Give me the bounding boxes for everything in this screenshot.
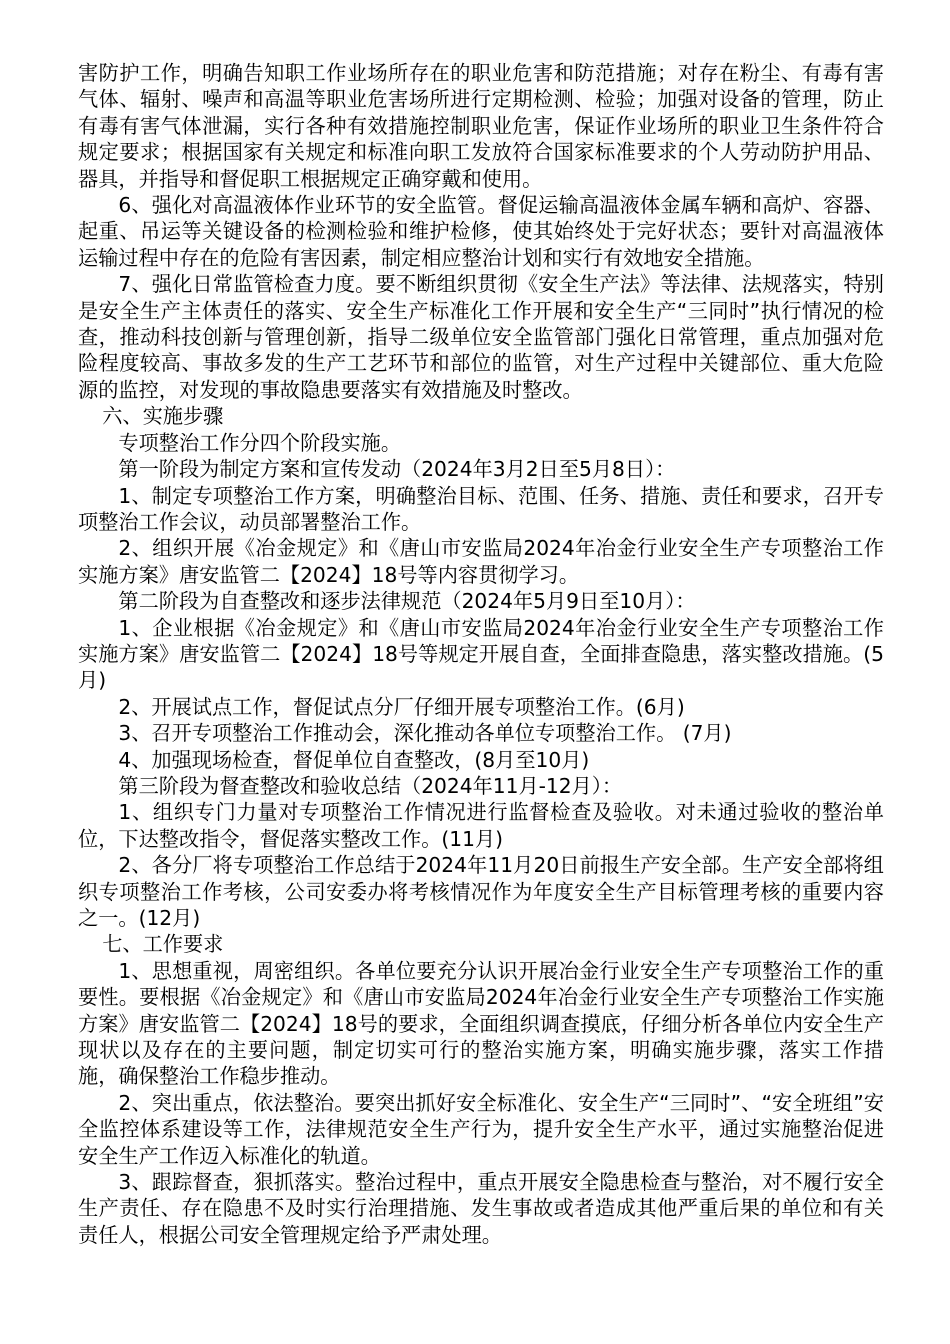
paragraph-occupational-protection: 害防护工作，明确告知职工作业场所存在的职业危害和防范措施；对存在粉尘、有毒有害气体、辐射、噪声和高温等职业危害场所进行定期检测、检验；加强对设备的管理，防止有毒有害气体泄漏，实行各种有效措施控制职业危害，保证作业场所的职业卫生条件符合规定要求；根据国家有关规定和标准向职工发放符合国家标准要求的个人劳动防护用品、器具，并指导和督促职工根据规定正确穿戴和使用。 — [78, 61, 884, 191]
paragraph-stage-2-item-4: 4、加强现场检查，督促单位自查整改，(8月至10月) — [118, 747, 590, 772]
paragraph-stage-1-item-1: 1、制定专项整治工作方案，明确整治目标、范围、任务、措施、责任和要求，召开专项整治工作会议，动员部署整治工作。 — [78, 483, 884, 534]
paragraph-requirement-1: 1、思想重视，周密组织。各单位要充分认识开展冶金行业安全生产专项整治工作的重要性。要根据《冶金规定》和《唐山市安监局2024年冶金行业安全生产专项整治工作实施方案》唐安监管二【2024】18号的要求，全面组织调查摸底，仔细分析各单位内安全生产现状以及存在的主要问题，制定切实可行的整治实施方案，明确实施步骤，落实工作措施，确保整治工作稳步推动。 — [78, 958, 884, 1089]
paragraph-four-stages: 专项整治工作分四个阶段实施。 — [118, 430, 402, 455]
paragraph-stage-2-item-1: 1、企业根据《冶金规定》和《唐山市安监局2024年冶金行业安全生产专项整治工作实施方案》唐安监管二【2024】18号等规定开展自查，全面排查隐患，落实整改措施。(5月) — [78, 615, 884, 693]
paragraph-stage-3-item-2: 2、各分厂将专项整治工作总结于2024年11月20日前报生产安全部。生产安全部将组织专项整治工作考核，公司安委办将考核情况作为年度安全生产目标管理考核的重要内容之一。(12月) — [78, 853, 884, 930]
paragraph-item-6: 6、强化对高温液体作业环节的安全监管。督促运输高温液体金属车辆和高炉、容器、起重、吊运等关键设备的检测检验和维护检修，使其始终处于完好状态；要针对高温液体运输过程中存在的危险有害因素，制定相应整治计划和实行有效地安全措施。 — [78, 193, 884, 270]
section-heading-implementation-steps: 六、实施步骤 — [102, 404, 224, 429]
paragraph-stage-3-item-1: 1、组织专门力量对专项整治工作情况进行监督检查及验收。对未通过验收的整治单位，下达整改指令，督促落实整改工作。(11月) — [78, 800, 884, 851]
paragraph-stage-1-item-2: 2、组织开展《冶金规定》和《唐山市安监局2024年冶金行业安全生产专项整治工作实施方案》唐安监管二【2024】18号等内容贯彻学习。 — [78, 536, 884, 587]
paragraph-requirement-3: 3、跟踪督查，狠抓落实。整治过程中，重点开展安全隐患检查与整治，对不履行安全生产责任、存在隐患不及时实行治理措施、发生事故或者造成其他严重后果的单位和有关责任人，根据公司安全管理规定给予严肃处理。 — [78, 1170, 884, 1247]
paragraph-stage-2: 第二阶段为自查整改和逐步法律规范（2024年5月9日至10月）： — [118, 589, 696, 614]
paragraph-requirement-2: 2、突出重点，依法整治。要突出抓好安全标准化、安全生产“三同时”、“安全班组”安全监控体系建设等工作，法律规范安全生产行为，提升安全生产水平，通过实施整治促进安全生产工作迈入标准化的轨道。 — [78, 1090, 884, 1168]
section-heading-work-requirements: 七、工作要求 — [102, 932, 224, 957]
paragraph-stage-3: 第三阶段为督查整改和验收总结（2024年11月-12月）： — [118, 773, 623, 798]
document-page — [78, 60, 884, 1248]
paragraph-stage-2-item-2: 2、开展试点工作，督促试点分厂仔细开展专项整治工作。(6月) — [118, 694, 685, 719]
paragraph-item-7: 7、强化日常监管检查力度。要不断组织贯彻《安全生产法》等法律、法规落实，特别是安全生产主体责任的落实、安全生产标准化工作开展和安全生产“三同时”执行情况的检查，推动科技创新与管理创新，指导二级单位安全监管部门强化日常管理，重点加强对危险程度较高、事故多发的生产工艺环节和部位的监管，对生产过程中关键部位、重大危险源的监控，对发现的事故隐患要落实有效措施及时整改。 — [78, 272, 884, 402]
paragraph-stage-1: 第一阶段为制定方案和宣传发动（2024年3月2日至5月8日）： — [118, 457, 676, 482]
paragraph-stage-2-item-3: 3、召开专项整治工作推动会，深化推动各单位专项整治工作。 (7月) — [118, 721, 732, 746]
